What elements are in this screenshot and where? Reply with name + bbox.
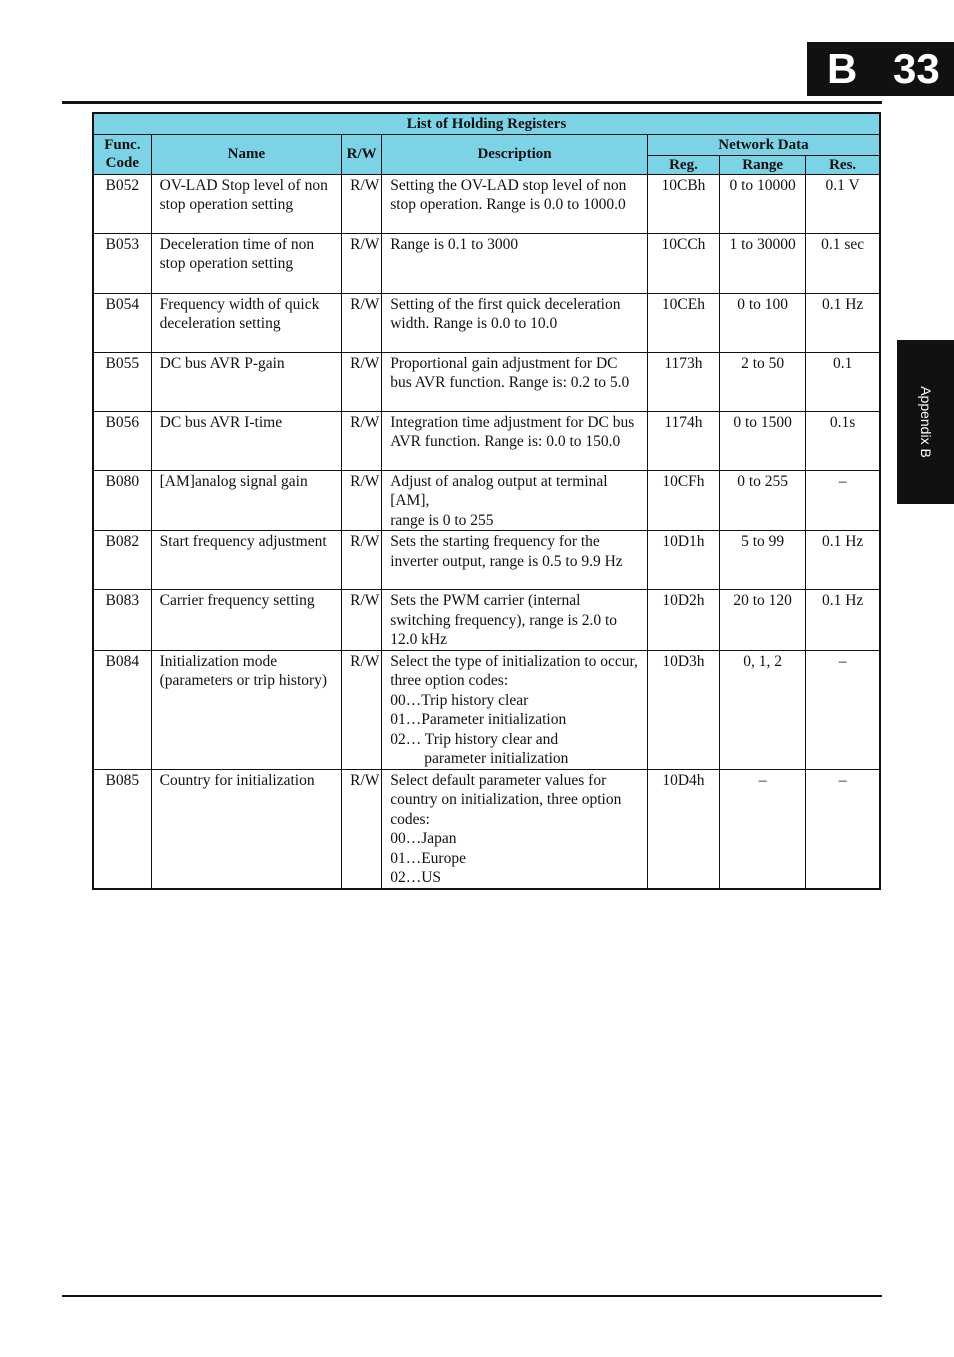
description-text: Setting the OV-LAD stop level of non stop operation. Range is 0.0 to 1000.0 — [390, 176, 627, 213]
row-rw: R/W — [342, 470, 382, 531]
row-description — [382, 352, 648, 411]
row-rw: R/W — [342, 352, 382, 411]
header-description: Description — [382, 134, 648, 174]
row-rw: R/W — [342, 531, 382, 590]
row-res: – — [806, 650, 880, 769]
description-text: Sets the starting frequency for the inverter output, range is 0.5 to 9.9 Hz — [390, 533, 623, 570]
row-rw: R/W — [342, 590, 382, 651]
row-func-code: B084 — [93, 650, 151, 769]
table-row — [93, 352, 880, 411]
row-range: 20 to 120 — [720, 590, 806, 651]
description-text: Adjust of analog output at terminal [AM], — [390, 472, 608, 509]
row-rw: R/W — [342, 650, 382, 769]
description-text: Proportional gain adjustment for DC bus AVR function. Range is: 0.2 to 5.0 — [390, 354, 630, 391]
description-text: Integration time adjustment for DC bus AVR function. Range is: 0.0 to 150.0 — [390, 413, 635, 450]
top-rule — [62, 101, 882, 104]
row-reg: 1173h — [647, 352, 719, 411]
row-range: 0, 1, 2 — [720, 650, 806, 769]
table-title: List of Holding Registers — [93, 113, 880, 134]
row-func-code: B053 — [93, 233, 151, 293]
row-res: 0.1 Hz — [806, 531, 880, 590]
table-row — [93, 590, 880, 651]
row-reg: 10D3h — [647, 650, 719, 769]
header-func-code: Func. Code — [93, 134, 151, 174]
row-func-code: B085 — [93, 769, 151, 889]
row-reg: 10CBh — [647, 174, 719, 233]
row-res: 0.1 Hz — [806, 293, 880, 352]
header-range: Range — [720, 155, 806, 174]
row-name: OV-LAD Stop level of non stop operation setting — [151, 174, 341, 233]
description-option: 01…Europe — [390, 849, 466, 867]
table-row — [93, 233, 880, 293]
description-option: 00…Japan — [390, 830, 457, 847]
header-res: Res. — [806, 155, 880, 174]
table-row — [93, 531, 880, 590]
row-res: 0.1 sec — [806, 233, 880, 293]
row-name: Carrier frequency setting — [151, 590, 341, 651]
description-text: Setting of the first quick deceleration width. Range is 0.0 to 10.0 — [390, 295, 621, 332]
row-res: – — [806, 470, 880, 531]
description-continuation: parameter initialization — [424, 750, 569, 767]
page-number: 33 — [893, 45, 940, 92]
page-number-tab — [807, 42, 954, 96]
appendix-side-tab — [897, 340, 954, 504]
row-range: 5 to 99 — [720, 531, 806, 590]
description-text: Sets the PWM carrier (internal switching frequency), range is 2.0 to 12.0 kHz — [390, 592, 618, 648]
row-name: DC bus AVR I-time — [151, 411, 341, 470]
description-option: range is 0 to 255 — [390, 511, 494, 529]
row-rw: R/W — [342, 769, 382, 889]
row-func-code: B082 — [93, 531, 151, 590]
description-text: Select default parameter values for country on initialization, three option codes: — [390, 771, 622, 828]
row-description — [382, 411, 648, 470]
appendix-side-label: Appendix B — [917, 386, 934, 458]
row-description — [382, 531, 648, 590]
row-range: – — [720, 769, 806, 889]
row-reg: 10CCh — [647, 233, 719, 293]
table-row — [93, 293, 880, 352]
row-func-code: B055 — [93, 352, 151, 411]
row-range: 0 to 1500 — [720, 411, 806, 470]
row-reg: 10D2h — [647, 590, 719, 651]
row-rw: R/W — [342, 233, 382, 293]
row-res: – — [806, 769, 880, 889]
row-name: Start frequency adjustment — [151, 531, 341, 590]
row-name: Frequency width of quick deceleration setting — [151, 293, 341, 352]
row-range: 0 to 10000 — [720, 174, 806, 233]
row-reg: 10CEh — [647, 293, 719, 352]
description-text: Select the type of initialization to occur, three option codes: — [390, 652, 638, 689]
row-description — [382, 470, 648, 531]
row-name: Deceleration time of non stop operation setting — [151, 233, 341, 293]
row-name: Country for initialization — [151, 769, 341, 889]
row-description — [382, 293, 648, 352]
row-description — [382, 174, 648, 233]
row-range: 0 to 255 — [720, 470, 806, 531]
row-description — [382, 769, 648, 889]
row-rw: R/W — [342, 411, 382, 470]
row-func-code: B056 — [93, 411, 151, 470]
row-name: Initialization mode (parameters or trip history) — [151, 650, 341, 769]
description-option: 02…US — [390, 869, 442, 886]
row-range: 1 to 30000 — [720, 233, 806, 293]
bottom-rule — [62, 1295, 882, 1297]
table-row — [93, 470, 880, 531]
table-row — [93, 769, 880, 889]
header-network-data: Network Data — [647, 134, 880, 155]
row-range: 2 to 50 — [720, 352, 806, 411]
description-option: 02… Trip history clear and — [390, 730, 559, 748]
holding-registers-table — [92, 112, 881, 890]
row-func-code: B054 — [93, 293, 151, 352]
row-rw: R/W — [342, 174, 382, 233]
row-res: 0.1 Hz — [806, 590, 880, 651]
row-reg: 10CFh — [647, 470, 719, 531]
row-func-code: B080 — [93, 470, 151, 531]
row-res: 0.1 — [806, 352, 880, 411]
table-row — [93, 650, 880, 769]
row-res: 0.1s — [806, 411, 880, 470]
row-func-code: B083 — [93, 590, 151, 651]
row-res: 0.1 V — [806, 174, 880, 233]
header-rw: R/W — [342, 134, 382, 174]
header-reg: Reg. — [647, 155, 719, 174]
header-name: Name — [151, 134, 341, 174]
appendix-letter: B — [827, 45, 858, 92]
row-description — [382, 590, 648, 651]
row-range: 0 to 100 — [720, 293, 806, 352]
row-name: [AM]analog signal gain — [151, 470, 341, 531]
description-option: 00…Trip history clear — [390, 691, 529, 709]
row-description — [382, 650, 648, 769]
row-reg: 10D4h — [647, 769, 719, 889]
row-reg: 10D1h — [647, 531, 719, 590]
row-rw: R/W — [342, 293, 382, 352]
description-text: Range is 0.1 to 3000 — [390, 235, 519, 253]
row-reg: 1174h — [647, 411, 719, 470]
row-description — [382, 233, 648, 293]
table-row — [93, 411, 880, 470]
description-option: 01…Parameter initialization — [390, 711, 567, 728]
table-row — [93, 174, 880, 233]
row-name: DC bus AVR P-gain — [151, 352, 341, 411]
row-func-code: B052 — [93, 174, 151, 233]
